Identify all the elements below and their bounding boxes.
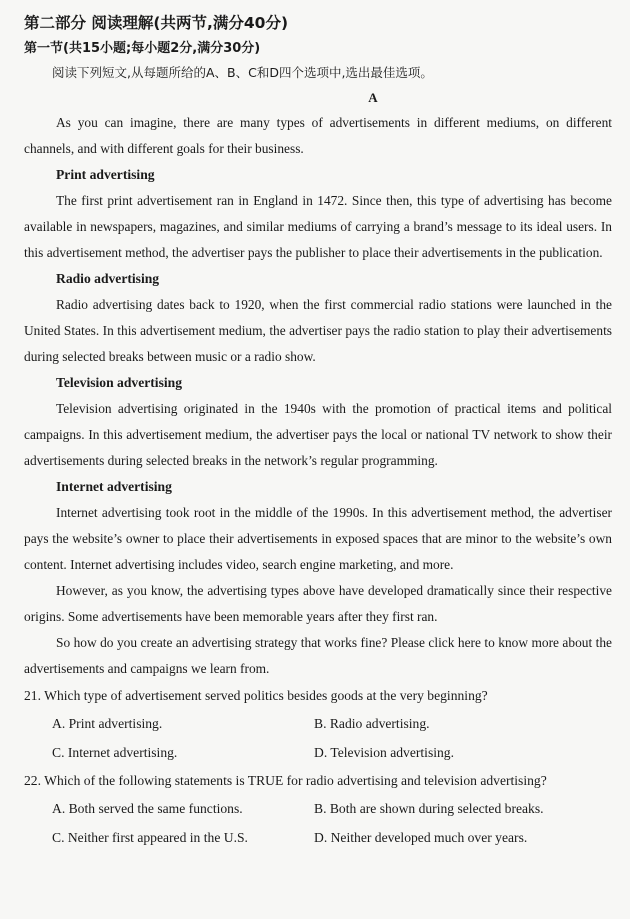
section-title: 第一节(共15小题;每小题2分,满分30分) (24, 41, 261, 56)
section-text-print: The first print advertisement ran in England in 1472. Since then, this type of advertising has become available in newspapers, magazines, and similar mediums of carrying a brand’s message to its ideal users. In this advertisement method, the advertiser pays the publisher to place their advertisements in the publication. (24, 193, 612, 260)
question-21 (24, 682, 612, 767)
section-heading-print: Print advertising (56, 167, 155, 182)
section-heading-internet: Internet advertising (56, 479, 172, 494)
option-a: A. Both served the same functions. (52, 801, 243, 816)
section-text-radio: Radio advertising dates back to 1920, when the first commercial radio stations were launched in the United States. In this advertisement medium, the advertiser pays the radio station to play their advertisements during selected breaks between music or a radio show. (24, 297, 612, 364)
option-b: B. Both are shown during selected breaks. (314, 801, 544, 816)
question-22 (24, 767, 612, 852)
option-d: D. Television advertising. (314, 745, 454, 760)
option-d: D. Neither developed much over years. (314, 830, 528, 845)
passage-intro: As you can imagine, there are many types of advertisements in different mediums, on different channels, and with different goals for their business. (24, 115, 612, 156)
passage-closing-2: So how do you create an advertising strategy that works fine? Please click here to know more about the advertisements and campaigns we learn from. (24, 635, 612, 676)
option-b: B. Radio advertising. (314, 716, 430, 731)
instruction: 阅读下列短文,从每题所给的A、B、C和D四个选项中,选出最佳选项。 (52, 65, 433, 80)
option-list (52, 794, 612, 852)
option-c: C. Neither first appeared in the U.S. (52, 830, 248, 845)
passage-label: A (368, 90, 378, 105)
section-heading-radio: Radio advertising (56, 271, 160, 286)
option-a: A. Print advertising. (52, 716, 163, 731)
part-title: 第二部分 阅读理解(共两节,满分40分) (24, 14, 289, 32)
section-heading-television: Television advertising (56, 375, 183, 390)
option-list (52, 709, 612, 767)
option-c: C. Internet advertising. (52, 745, 178, 760)
section-text-internet: Internet advertising took root in the middle of the 1990s. In this advertisement method, the advertiser pays the website’s owner to place their advertisements in exposed spaces that are minor to the website’s own content. Internet advertising includes video, search engine marketing, and more. (24, 505, 612, 572)
passage (24, 110, 612, 682)
question-stem: 21. Which type of advertisement served politics besides goods at the very beginning? (24, 688, 488, 703)
passage-closing-1: However, as you know, the advertising types above have developed dramatically since their respective origins. Some advertisements have been memorable years after they first ran. (24, 583, 612, 624)
question-stem: 22. Which of the following statements is TRUE for radio advertising and television advertising? (24, 773, 547, 788)
section-text-television: Television advertising originated in the 1940s with the promotion of practical items and political campaigns. In this advertisement medium, the advertiser pays the local or national TV network to show their advertisements during selected breaks in the network’s regular programming. (24, 401, 612, 468)
